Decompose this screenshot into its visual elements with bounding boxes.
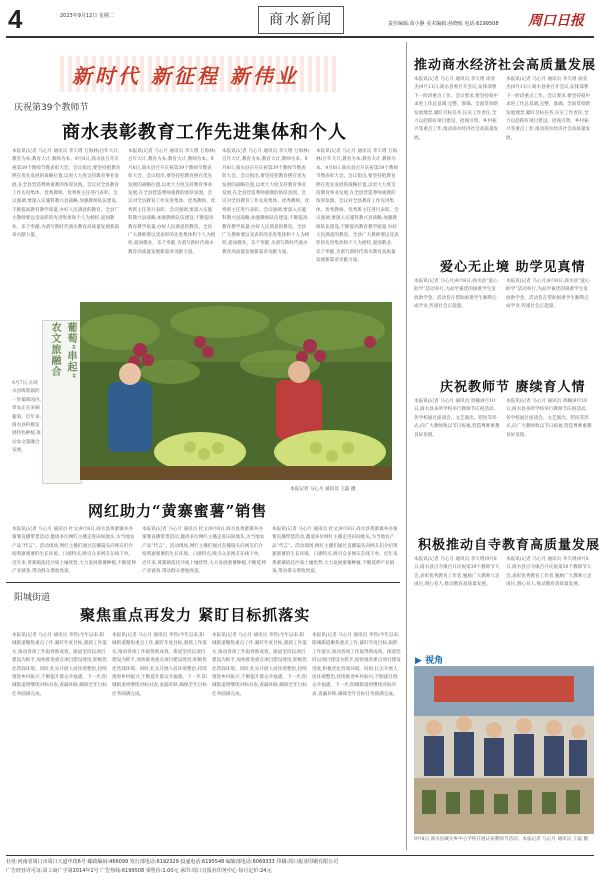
photo-story-body-2: 本报讯(记者 马心月 通讯员 杜文)9月8日,商水县黄寨镇举办蜜薯直播带货活动,邀请多位网红主播走进田间地头,为当地农产品“代言”。活动现场,网红主播们通过直播镜头向网友们介绍黄寨蜜薯的生长环境、口感特点,吸引众多网友在线下单。近年来,黄寨镇依托沙质土壤优势,大力发展蜜薯种植,不断延伸产业链条,带动群众增收致富。 <box>142 527 266 575</box>
photo-story-body-1: 本报讯(记者 马心月 通讯员 杜文)9月8日,商水县黄寨镇举办蜜薯直播带货活动,邀请多位网红主播走进田间地头,为当地农产品“代言”。活动现场,网红主播们通过直播镜头向网友们介绍黄寨蜜薯的生长环境、口感特点,吸引众多网友在线下单。近年来,黄寨镇依托沙质土壤优势,大力发展蜜薯种植,不断延伸产业链条,带动群众增收致富。 <box>12 527 136 575</box>
right-story3-headline: 庆祝教师节 赓续育人情 <box>440 380 586 395</box>
grape-harvest-photo <box>80 302 392 480</box>
second-body-3: 本报讯(记者 马心月 通讯员 李伟)今年以来,阳城街道聚焦重点工作,紧盯年度目标,狠抓工作落实,推动各项工作取得新成效。街道坚持以项目建设为抓手,加快推进重点项目建设进度,积极优化营商环境。同时,扎实开展人居环境整治,持续推进乡村振兴,不断提升群众幸福感。下一步,阳城街道将继续对标对表,查漏补缺,确保全年目标任务圆满完成。 <box>212 633 307 697</box>
camera-icon: ▶ <box>415 656 426 666</box>
second-body-1: 本报讯(记者 马心月 通讯员 李伟)今年以来,阳城街道聚焦重点工作,紧盯年度目标,狠抓工作落实,推动各项工作取得新成效。街道坚持以项目建设为抓手,加快推进重点项目建设进度,积极优化营商环境。同时,扎实开展人居环境整治,持续推进乡村振兴,不断提升群众幸福感。下一步,阳城街道将继续对标对表,查漏补缺,确保全年目标任务圆满完成。 <box>12 633 107 697</box>
page-number: 4 <box>8 4 23 34</box>
second-headline: 聚焦重点再发力 紧盯目标抓落实 <box>80 606 311 624</box>
main-body-col-4: 本报讯(记者 马心月 通讯员 李久增 万海林)百年大计,教育为本;教育大计,教师为本。9月8日,商水县召开庆祝第39个教师节暨表彰大会。会议指出,要坚持把教育摆在优先发展的战略位置,以更大力度支持教育事业发展,在全县营造尊师重教的浓厚氛围。会议对全县教育工作先进集体、优秀教师、优秀班主任进行表彰。会议强调,要深入实施科教兴县战略,加强教师队伍建设,不断提高教育教学质量,办好人民满意的教育。全县广大教师要以受表彰的先进集体和个人为榜样,爱岗敬业、乐于奉献,为谱写新时代商水教育高质量发展新篇章贡献力量。 <box>316 149 399 264</box>
photo-story-headline: 网红助力“黄寨蜜薯”销售 <box>88 502 268 520</box>
sidebar-title-a: 农文旅融合 <box>49 322 60 377</box>
right-story2-body-1: 本报讯(记者 马心月)9月8日,商水县“爱心助学”活动举行,为品学兼优的困难学生发放助学金。活动旨在帮助困难学生顺利完成学业,传递社会正能量。 <box>414 279 498 310</box>
sidebar-title-c: 葡萄“串起” <box>65 322 76 380</box>
right-story4-headline: 积极推动自寺教育高质量发展 <box>418 538 600 553</box>
second-body-4: 本报讯(记者 马心月 通讯员 李伟)今年以来,阳城街道聚焦重点工作,紧盯年度目标,狠抓工作落实,推动各项工作取得新成效。街道坚持以项目建设为抓手,加快推进重点项目建设进度,积极优化营商环境。同时,扎实开展人居环境整治,持续推进乡村振兴,不断提升群众幸福感。下一步,阳城街道将继续对标对表,查漏补缺,确保全年目标任务圆满完成。 <box>312 633 401 697</box>
footer-line-2: 广告经营许可证:周工商广字第2014年1号 广告热线:6199508 零售价:1.00元 承印:周口日报社印务中心 每月定价:24元 <box>6 868 272 874</box>
main-body-col-3: 本报讯(记者 马心月 通讯员 李久增 万海林)百年大计,教育为本;教育大计,教师为本。9月8日,商水县召开庆祝第39个教师节暨表彰大会。会议指出,要坚持把教育摆在优先发展的战略位置,以更大力度支持教育事业发展,在全县营造尊师重教的浓厚氛围。会议对全县教育工作先进集体、优秀教师、优秀班主任进行表彰。会议强调,要深入实施科教兴县战略,加强教师队伍建设,不断提高教育教学质量,办好人民满意的教育。全县广大教师要以受表彰的先进集体和个人为榜样,爱岗敬业、乐于奉献,为谱写新时代商水教育高质量发展新篇章贡献力量。 <box>222 149 310 255</box>
right-story3-body-1: 本报讯(记者 马心月 通讯员 周楠)9月10日,商水县多所学校举行教师节庆祝活动。各学校通过座谈会、文艺演出、慰问等形式,向广大教师致以节日祝福,营造尊师重教良好氛围。 <box>414 399 500 438</box>
right-story2-body-2: 本报讯(记者 马心月)9月8日,商水县“爱心助学”活动举行,为品学兼优的困难学生发放助学金。活动旨在帮助困难学生顺利完成学业,传递社会正能量。 <box>506 279 590 310</box>
main-body-col-2: 本报讯(记者 马心月 通讯员 李久增 万海林)百年大计,教育为本;教育大计,教师为本。9月8日,商水县召开庆祝第39个教师节暨表彰大会。会议指出,要坚持把教育摆在优先发展的战略位置,以更大力度支持教育事业发展,在全县营造尊师重教的浓厚氛围。会议对全县教育工作先进集体、优秀教师、优秀班主任进行表彰。会议强调,要深入实施科教兴县战略,加强教师队伍建设,不断提高教育教学质量,办好人民满意的教育。全县广大教师要以受表彰的先进集体和个人为榜样,爱岗敬业、乐于奉献,为谱写新时代商水教育高质量发展新篇章贡献力量。 <box>128 149 216 255</box>
section-rule <box>6 582 400 583</box>
staff-line: 责任编辑:苗小静 美术编辑:孙晓航 电话:6199508 <box>388 21 499 27</box>
right-story4-body-2: 本报讯(记者 马心月 通讯员 李久增)9月8日,商水县自寺镇召开庆祝第39个教师节大会,表彰优秀教育工作者,勉励广大教师立足岗位,潜心育人,推动教育高质量发展。 <box>506 557 592 588</box>
sidebar-body: 9月7日,在商水县练集镇的一处葡萄园内,果农正在采摘葡萄。近年来,商水县积极发展特色种植,推动农文旅融合发展。 <box>12 381 42 454</box>
section-title: 商水新闻 <box>258 6 344 34</box>
image-caption: 9月8日,商水县城关乡中心学校开展庆祝教师节活动。本报记者 马心月 通讯员 王磊 摄 <box>414 837 588 842</box>
right-story1-body-1: 本报讯(记者 马心月 通讯员 李久增 徐亚杰)9月11日,商水县委召开会议,安排部署下一阶段重点工作。会议要求,要坚持稳中求进工作总基调,完整、准确、全面贯彻新发展理念,紧盯目标任务,压实工作责任,全力以赴抓好项目建设、招商引资、乡村振兴等重点工作,推动商水经济社会高质量发展。 <box>414 77 499 141</box>
photo-caption: 本报记者 马心月 通讯员 王磊 摄 <box>290 487 356 492</box>
header-rule <box>6 36 594 38</box>
right-story2-headline: 爱心无止境 助学见真情 <box>440 260 586 275</box>
newspaper-logo: 周口日报 <box>528 13 584 29</box>
main-kicker: 庆祝第39个教师节 <box>14 103 89 113</box>
second-kicker: 阳城街道 <box>14 593 51 603</box>
perspective-label: ▶ 视角 <box>415 656 444 666</box>
photo-story-body-3: 本报讯(记者 马心月 通讯员 杜文)9月8日,商水县黄寨镇举办蜜薯直播带货活动,邀请多位网红主播走进田间地头,为当地农产品“代言”。活动现场,网红主播们通过直播镜头向网友们介绍黄寨蜜薯的生长环境、口感特点,吸引众多网友在线下单。近年来,黄寨镇依托沙质土壤优势,大力发展蜜薯种植,不断延伸产业链条,带动群众增收致富。 <box>272 527 399 575</box>
right-story4-body-1: 本报讯(记者 马心月 通讯员 李久增)9月8日,商水县自寺镇召开庆祝第39个教师节大会,表彰优秀教育工作者,勉励广大教师立足岗位,潜心育人,推动教育高质量发展。 <box>414 557 500 588</box>
right-story1-body-2: 本报讯(记者 马心月 通讯员 李久增 徐亚杰)9月11日,商水县委召开会议,安排部署下一阶段重点工作。会议要求,要坚持稳中求进工作总基调,完整、准确、全面贯彻新发展理念,紧盯目标任务,压实工作责任,全力以赴抓好项目建设、招商引资、乡村振兴等重点工作,推动商水经济社会高质量发展。 <box>506 77 591 141</box>
right-story1-headline: 推动商水经济社会高质量发展 <box>414 58 597 73</box>
column-divider <box>406 42 407 850</box>
date-line: 2023年9月12日 星期二 <box>60 13 114 19</box>
second-body-2: 本报讯(记者 马心月 通讯员 李伟)今年以来,阳城街道聚焦重点工作,紧盯年度目标,狠抓工作落实,推动各项工作取得新成效。街道坚持以项目建设为抓手,加快推进重点项目建设进度,积极优化营商环境。同时,扎实开展人居环境整治,持续推进乡村振兴,不断提升群众幸福感。下一步,阳城街道将继续对标对表,查漏补缺,确保全年目标任务圆满完成。 <box>112 633 207 697</box>
footer-line-1: 社址:河南省周口市周口大道中段6号 邮政编码:466099 发行部电话:6192329 投递电话:6195548 编辑部电话:6069333 印刷:周口报业印刷有限公司 <box>6 859 339 865</box>
banner-text: 新时代 新征程 新伟业 <box>72 64 299 88</box>
main-headline: 商水表彰教育工作先进集体和个人 <box>62 122 347 143</box>
teachers-day-photo <box>414 666 594 834</box>
right-story3-body-2: 本报讯(记者 马心月 通讯员 周楠)9月10日,商水县多所学校举行教师节庆祝活动。各学校通过座谈会、文艺演出、慰问等形式,向广大教师致以节日祝福,营造尊师重教良好氛围。 <box>506 399 592 438</box>
main-body-col-1: 本报讯(记者 马心月 通讯员 李久增 万海林)百年大计,教育为本;教育大计,教师为本。9月8日,商水县召开庆祝第39个教师节暨表彰大会。会议指出,要坚持把教育摆在优先发展的战略位置,以更大力度支持教育事业发展,在全县营造尊师重教的浓厚氛围。会议对全县教育工作先进集体、优秀教师、优秀班主任进行表彰。会议强调,要深入实施科教兴县战略,加强教师队伍建设,不断提高教育教学质量,办好人民满意的教育。全县广大教师要以受表彰的先进集体和个人为榜样,爱岗敬业、乐于奉献,为谱写新时代商水教育高质量发展新篇章贡献力量。 <box>12 149 121 239</box>
footer <box>6 858 594 876</box>
footer-rule <box>6 855 594 856</box>
